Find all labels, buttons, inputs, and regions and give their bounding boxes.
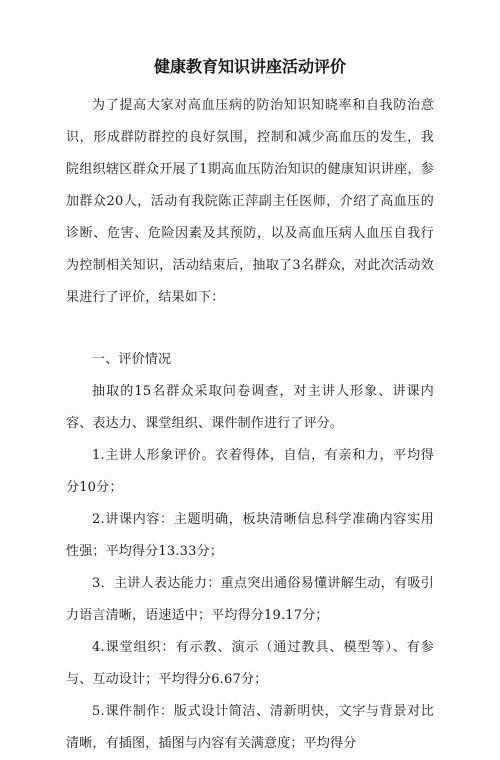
- survey-paragraph: 抽取的15名群众采取问卷调查，对主讲人形象、讲课内容、表达力、课堂组织、课件制作进行了评分。: [66, 384, 434, 431]
- section-heading-evaluation: 一、评价情况: [92, 352, 172, 367]
- item-lecture-content: 2.讲课内容：主题明确，板块清晰信息科学准确内容实用性强；平均得分13.33分；: [66, 512, 434, 559]
- item-speaker-image: 1.主讲人形象评价。衣着得体，自信，有亲和力，平均得分10分；: [66, 448, 434, 495]
- item-expression-ability: 3．主讲人表达能力：重点突出通俗易懂讲解生动，有吸引力语言清晰，语速适中；平均得分19.17分；: [66, 576, 434, 623]
- document-title: 健康教育知识讲座活动评价: [153, 57, 346, 76]
- item-class-organization: 4.课堂组织：有示教、演示（通过教具、模型等）、有参与、互动设计；平均得分6.67分；: [66, 640, 434, 687]
- intro-paragraph: 为了提高大家对高血压病的防治知识知晓率和自我防治意识，形成群防群控的良好氛围，控制和减少高血压的发生，我院组织辖区群众开展了1期高血压防治知识的健康知识讲座，参加群众20人，活动有我院陈正萍副主任医师，介绍了高血压的诊断、危害、危险因素及其预防，以及高血压病人血压自我行为控制相关知识，活动结束后，抽取了3名群众，对此次活动效果进行了评价，结果如下：: [66, 98, 434, 305]
- paragraph-spacer: [66, 314, 434, 344]
- item-courseware: 5.课件制作：版式设计简洁、清新明快，文字与背景对比清晰，有插图，插图与内容有关满意度；平均得分: [66, 704, 434, 751]
